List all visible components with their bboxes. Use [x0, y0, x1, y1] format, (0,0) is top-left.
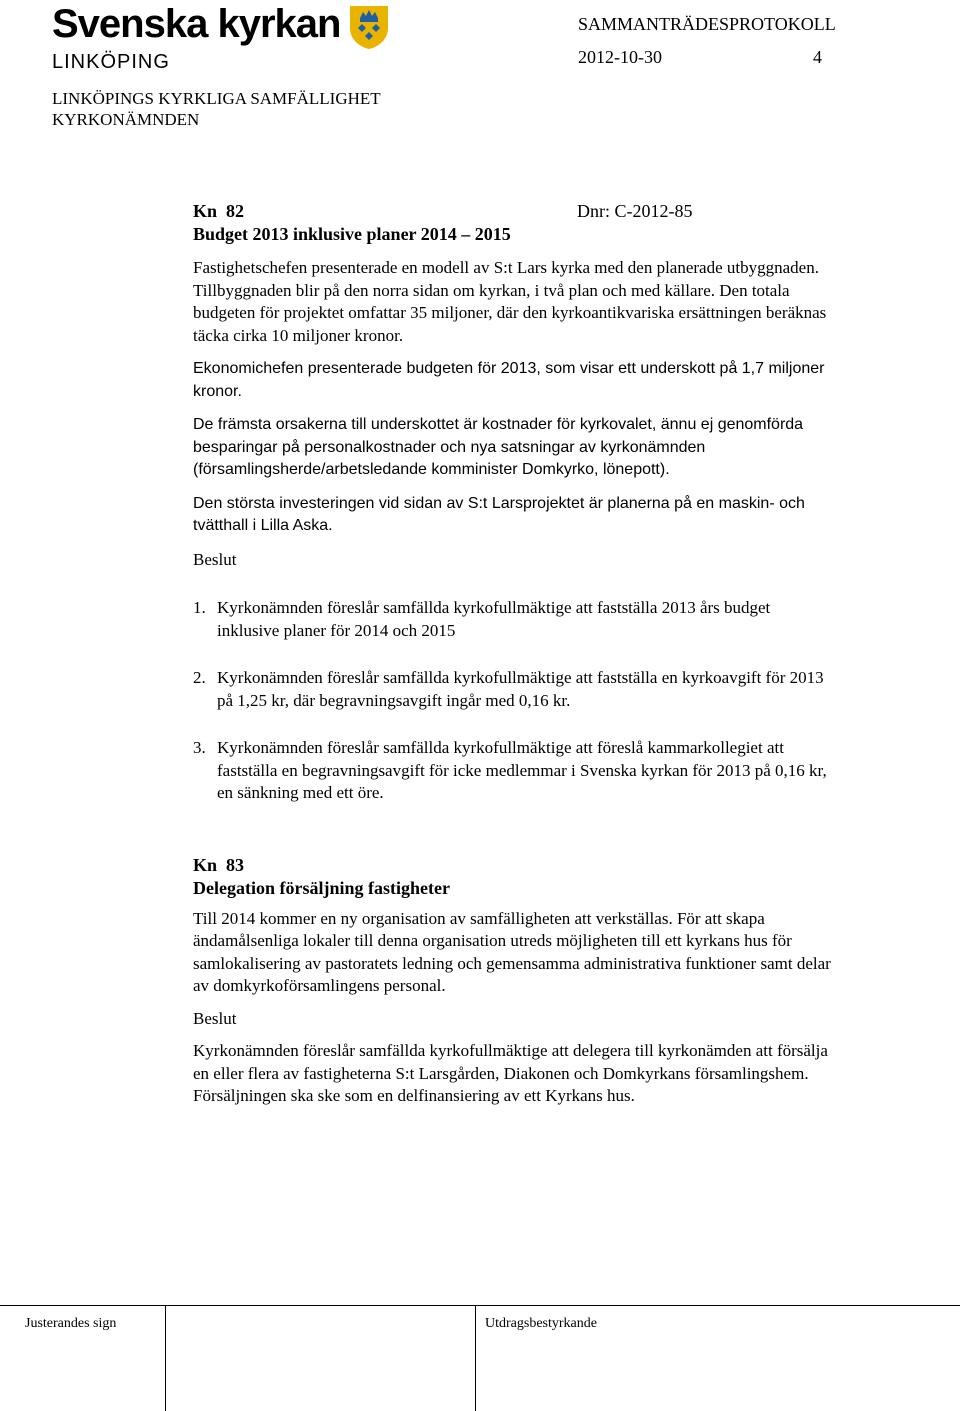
section-kn82: [193, 200, 833, 805]
logo-brand: Svenska kyrkan: [52, 2, 341, 46]
paragraph: Den största investeringen vid sidan av S:t Larsprojektet är planerna på en maskin- och tvätthall i Lilla Aska.: [193, 494, 805, 534]
section-heading-row: [193, 200, 833, 223]
decision-text: Kyrkonämnden föreslår samfällda kyrkofullmäktige att fastställa 2013 års budget inklusive planer för 2014 och 2015: [217, 598, 771, 640]
decision-number: 3.: [193, 738, 206, 757]
justerandes-sign-label: Justerandes sign: [25, 1316, 117, 1331]
board-name: KYRKONÄMNDEN: [52, 110, 200, 129]
utdragsbestyrkande-label: Utdragsbestyrkande: [485, 1316, 597, 1331]
paragraph: Till 2014 kommer en ny organisation av samfälligheten att verkställas. För att skapa ändamålsenliga lokaler till denna organisation utreds möjligheten till ett kyrkans hus för samlokalisering av pastoratets ledning och gemensamma administrativa funktioner samt delar av domkyrkoförsamlingens personal.: [193, 908, 831, 995]
section-title: Budget 2013 inklusive planer 2014 – 2015: [193, 224, 511, 244]
decision-item: [193, 667, 833, 712]
page-number: 4: [813, 47, 822, 67]
crest-icon: [348, 4, 390, 50]
document-date: 2012-10-30: [578, 47, 662, 67]
section-kn83: [193, 854, 833, 1108]
decision-text: Kyrkonämnden föreslår samfällda kyrkofullmäktige att föreslå kammarkollegiet att fastställa en begravningsavgift för icke medlemmar i Svenska kyrkan för 2013 på 0,16 kr, en sänkning med ett öre.: [217, 738, 827, 802]
paragraph-text: Fastighetschefen presenterade en modell av S:t Lars kyrka med den planerade utbyggnaden. Tillbyggnaden blir på den norra sidan om kyrkan, i två plan och med källare. Den totala budgeten för projektet omfattar 35 miljoner, där den kyrkoantikvariska ersättningen beräknas täcka cirka 10 miljoner kronor.: [193, 258, 827, 345]
decision-label: Beslut: [193, 1008, 237, 1028]
section-number: Kn 83: [193, 854, 245, 875]
decision-text: Kyrkonämnden föreslår samfällda kyrkofullmäktige att fastställa en kyrkoavgift för 2013 på 1,25 kr, där begravningsavgift ingår med 0,16 kr.: [217, 668, 824, 710]
document-type: SAMMANTRÄDESPROTOKOLL: [578, 14, 836, 34]
section-title: Delegation försäljning fastigheter: [193, 877, 450, 898]
minutes-content: [193, 200, 833, 1108]
section-number: Kn 82: [193, 201, 245, 221]
paragraph: [193, 257, 833, 347]
decision-number: 2.: [193, 668, 206, 687]
decision-label: Beslut: [193, 549, 237, 569]
decision-number: 1.: [193, 598, 206, 617]
logo-city: LINKÖPING: [52, 51, 170, 73]
footer-sign-box: [165, 1305, 476, 1411]
paragraph: Ekonomichefen presenterade budgeten för 2013, som visar ett underskott på 1,7 miljoner kronor.: [193, 360, 825, 400]
decision-text: Kyrkonämnden föreslår samfällda kyrkofullmäktige att delegera till kyrkonämden att försälja en eller flera av fastigheterna S:t Larsgården, Diakonen och Domkyrkans församlingshem. Försäljningen ska ske som en delfinansiering av ett Kyrkans hus.: [193, 1041, 828, 1105]
decision-item: [193, 597, 833, 642]
organization-name: LINKÖPINGS KYRKLIGA SAMFÄLLIGHET: [52, 89, 381, 108]
paragraph: De främsta orsakerna till underskottet är kostnader för kyrkovalet, ännu ej genomförda besparingar på personalkostnader och nya satsningar av kyrkonämnden (församlingsherde/arbetsledande komminister Domkyrko, lönepott).: [193, 416, 804, 478]
diary-number: Dnr: C-2012-85: [577, 201, 693, 221]
decision-item: [193, 737, 833, 805]
